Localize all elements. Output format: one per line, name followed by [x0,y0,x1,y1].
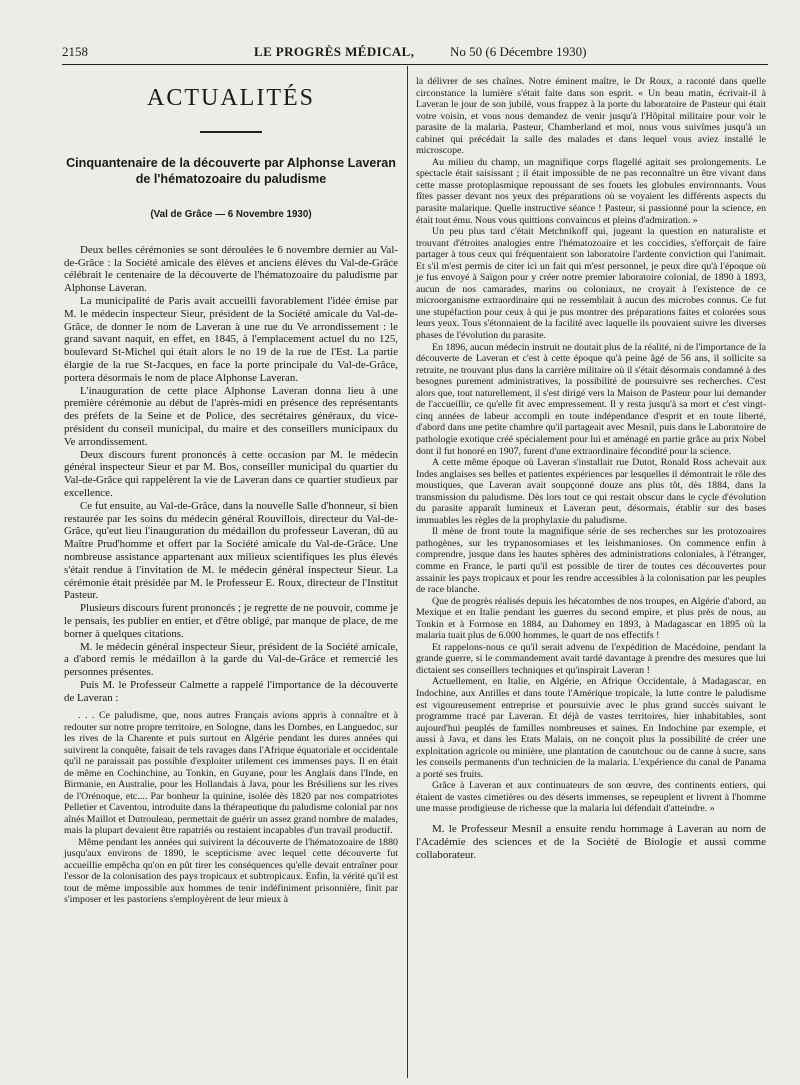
column-divider [407,66,408,1078]
left-column [64,72,398,906]
quote-paragraph: Il mène de front toute la magnifique série de ses recherches sur les protozoaires pathogènes, sur les trypanosomiases et les leishmanioses. On commence enfin à comprendre, jusque dans les hautes sphères des administrations coloniales, à l'étranger, comme en France, le parti qu'il est possible de tirer de toutes ces découvertes pour assainir les pays tropicaux et pour les rendre accessibles à la colonisation par les peuples de race blanche. [416,526,766,596]
paragraph: La municipalité de Paris avait accueilli favorablement l'idée émise par M. le médecin inspecteur Sieur, président de la Société amicale du Val-de-Grâce, de donner le nom de Laveran à une rue du Ve arrondissement : le grand savant naquit, en effet, en 1845, à l'emplacement actuel du no 125, boulevard St-Michel qui était alors le no 19 de la rue de l'Est. La partie élargie de la rue St-Jacques, en face la porte principale du Val-de-Grâce, portera désormais le nom de place Alphonse Laveran. [64,294,398,384]
quoted-speech [64,710,398,906]
quote-paragraph: . . . Ce paludisme, que, nous autres Français avions appris à connaître et à redouter sur notre propre territoire, en Sologne, dans les Dombes, en Languedoc, sur les rives de la Charente et puis surtout en Algérie pendant les dures années qui suivirent la conquête, faisait de tels ravages dans l'Afrique équatoriale et occidentale qu'il ne paraissait pas possible d'exploiter utilement ces immenses pays. Il en était de même en Cochinchine, au Tonkin, en Guyane, pour les Anglais dans l'Inde, en Birmanie, en Australie, pour les Hollandais à Java, pour les Brésiliens sur les rives de l'Orénoque, etc.... Par bonheur la quinine, isolée dès 1820 par nos compatriotes Pelletier et Caventou, introduite dans la thérapeutique du paludisme colonial par nos aînés Maillot et Dutrouleau, permettait de guérir un assez grand nombre de malades, mais la plupart devaient être rapatriés ou restaient incapables d'un travail productif. [64,710,399,837]
journal-title: LE PROGRÈS MÉDICAL, [254,44,415,59]
quote-paragraph: Un peu plus tard c'était Metchnikoff qui, jugeant la question en naturaliste et trouvant d'étroites analogies entre l'hématozoaire et les coccidies, s'efforçait de faire partager à tous ceux qui fréquentaient son laboratoire l'ardente conviction qui l'animait. Et s'il m'est permis de citer ici un fait qui m'est personnel, je peux dire qu'à l'époque où je fus envoyé à Saïgon pour y créer notre premier laboratoire colonial, de 1890 à 1893, aucun de nos camarades, marins ou coloniaux, ne croyait à l'existence de ce microorganisme extraordinaire qui ne ressemblait à aucun des microbes connus. Ce fut une stupéfaction pour ceux à qui je pus montrer des préparations faites et colorées sous leurs yeux. Tous s'étonnaient de la facilité avec laquelle ils pouvaient suivre les diverses phases de l'évolution du parasite. [416,226,766,342]
running-header [62,44,768,60]
issue-info: No 50 (6 Décembre 1930) [450,44,587,59]
paragraph: Plusieurs discours furent prononcés ; je regrette de ne pouvoir, comme je le pensais, les publier en entier, et d'être obligé, par manque de place, de me borner à quelques citations. [64,602,398,640]
page-number: 2158 [62,44,88,59]
quote-paragraph: Grâce à Laveran et aux continuateurs de son œuvre, des continents entiers, qui étaient de vastes cimetières ou des déserts immenses, se repeuplent et livrent à l'homme une masse prodigieuse de richesse que la malaria lui défendait d'atteindre. » [416,780,766,815]
section-rule [200,131,262,133]
paragraph: Deux discours furent prononcés à cette occasion par M. le médecin général inspecteur Sieur et par M. Bos, conseiller municipal du quartier du Val-de-Grâce qui rappelèrent la vie de Laveran dans ce quartier studieux par excellence. [64,448,398,499]
article-title-line-2: de l'hématozoaire du paludisme [135,172,327,186]
quote-paragraph: Au milieu du champ, un magnifique corps flagellé agitait ses prolongements. Le spectacle était saisissant ; il était impossible de ne pas reconnaître un être vivant dans cette masse protoplasmique repoussant de ses fouets les globules environnants. Vous fîtes passer devant nos yeux des préparations où se voyaient les différents aspects du parasite malarique. Quelle instructive séance ! Pasteur, si passionné pour la science, en était tout ému. Nous vous quittions convaincus et pleins d'admiration. » [416,156,766,226]
article-title [64,155,398,187]
paragraph: Ce fut ensuite, au Val-de-Grâce, dans la nouvelle Salle d'honneur, si bien restaurée par les soins du médecin général Rouvillois, directeur du Val-de-Grâce, qu'eut lieu l'inauguration du médaillon du professeur Laveran, dû au Maître Prud'homme et offert par la Société amicale du Val-de-Grâce. Une nombreuse assistance appartenant aux milieux scientifiques les plus élevés s'était rendue à l'invitation de M. le médecin général inspecteur Sieur. La cérémonie était présidée par M. le Professeur E. Roux, directeur de l'Institut Pasteur. [64,499,398,602]
quote-paragraph: Et rappelons-nous ce qu'il serait advenu de l'expédition de Macédoine, pendant la grande guerre, si le commandement avait tardé davantage à prendre des mesures que lui dictaient ses conseillers techniques et qu'inspirait Laveran ! [416,641,766,676]
article-title-line-1: Cinquantenaire de la découverte par Alphonse Laveran [66,156,396,170]
article-dateline: (Val de Grâce — 6 Novembre 1930) [150,209,312,220]
paragraph: Deux belles cérémonies se sont déroulées le 6 novembre dernier au Val-de-Grâce : la Société amicale des élèves et anciens élèves du Val-de-Grâce célébrait le centenaire de la découverte de l'hématozoaire du paludisme par Alphonse Laveran. [64,243,398,295]
quote-paragraph: la délivrer de ses chaînes. Notre éminent maître, le Dr Roux, a raconté dans quelle circonstance la lumière s'était faite dans son esprit. « Un beau matin, écrivait-il à Laveran le jour de son jubilé, vous frappez à la porte du laboratoire de Pasteur qui était votre voisin, et vous nous demandez de venir jusqu'à l'Hôpital militaire pour voir le parasite de la malaria. Pasteur, Chamberland et moi, nous vous suivîmes jusqu'à un cabinet qui précédait la salle des malades et dans lequel vous aviez installé le microscope. [416,76,766,157]
paragraph: Puis M. le Professeur Calmette a rappelé l'importance de la découverte de Laveran : [64,678,398,704]
quote-paragraph: En 1896, aucun médecin instruit ne doutait plus de la réalité, ni de l'importance de la découverte de Laveran et c'est à cette époque qu'à peine âgé de 56 ans, il sollicite sa retraite, ne trouvant plus dans la carrière militaire où il s'était désormais condamné à des besognes purement administratives, la possibilité de poursuivre ses recherches. C'est alors que, tout naturellement, il s'est dirigé vers la Maison de Pasteur pour lui demander de l'accueillir, ce qu'elle fit avec empressement. Il y resta jusqu'à sa mort et c'est vingt-cinq années de labeur accompli en toute indépendance d'esprit et en toute liberté, d'abord dans une petite chambre qu'il partageait avec Mesnil, puis dans le Laboratoire de pathologie exotique créé spécialement pour lui et aménagé en partie grâce au prix Nobel dont il fut honoré en 1907, furent d'une extraordinaire fécondité pour la science. [416,341,766,457]
paragraph: L'inauguration de cette place Alphonse Laveran donna lieu à une première cérémonie au début de l'après-midi en présence des représentants des préfets de la Seine et de Police, des secrétaires généraux, du vice-président du conseil municipal, du maire et des conseillers municipaux du Ve arrondissement. [64,384,398,448]
quote-paragraph: Actuellement, en Italie, en Algérie, en Afrique Occidentale, à Madagascar, en Indochine, aux Antilles et dans toute l'Amérique tropicale, la lutte contre le paludisme est vigoureusement entreprise et poursuivie avec le plus grand succès suivant le programme tracé par Laveran. Et déjà de vastes territoires, hier inhabitables, sont aujourd'hui peuplés de familles nombreuses et saines. En Indochine par exemple, et aussi à Java, et dans les Etats Malais, on ne conçoit plus la possibilité de créer une exploitation agricole ou minière, une plantation de caoutchouc ou de canne à sucre, sans les conseils permanents d'un technicien de la malaria. L'expérience du canal de Panama a porté ses fruits. [416,676,766,780]
section-title: ACTUALITÉS [147,85,315,111]
quote-paragraph: Même pendant les années qui suivirent la découverte de l'hématozoaire de 1880 jusqu'aux environs de 1890, le scepticisme avec lequel cette découverte fut accueillie empêcha qu'on en pût tirer les conséquences qu'elle devait entraîner pour l'essor de la colonisation des pays tropicaux et subtropicaux. Enfin, la vérité qu'il est tout de même impossible aux hommes de tenir indéfiniment prisonnière, finit par s'imposer et les pastoriens s'employèrent de leur mieux à [64,836,398,906]
quote-paragraph: Que de progrès réalisés depuis les hécatombes de nos troupes, en Algérie d'abord, au Mexique et en Italie pendant les guerres du second empire, et plus près de nous, au Tonkin et à Formose en 1884, au Dahomey en 1893, à Madagascar en 1895 où la malaria tuait plus de 6.000 hommes, le quart de nos effectifs ! [416,595,766,642]
right-column [416,76,766,862]
quote-paragraph: A cette même époque où Laveran s'installait rue Dutot, Ronald Ross achevait aux Indes anglaises ses belles et patientes expériences par lesquelles il démontrait le rôle des moustiques, que Laveran avait soupçonné douze ans plus tôt, dès 1884, dans la transmission du paludisme. Dès lors tout ce qui restait obscur dans le cycle d'évolution du parasite apparaît lumineux et Laveran peut, désormais, établir sur des bases immuables les règles de la prophylaxie du paludisme. [416,457,766,526]
closing-paragraph: M. le Professeur Mesnil a ensuite rendu hommage à Laveran au nom de l'Académie des sciences et de la Société de Biologie et aussi comme collaborateur. [416,823,766,861]
paragraph: M. le médecin général inspecteur Sieur, président de la Société amicale, a d'abord remis le médaillon à la garde du Val-de-Grâce et remercié les personnes présentes. [64,640,398,679]
header-rule [62,64,768,65]
